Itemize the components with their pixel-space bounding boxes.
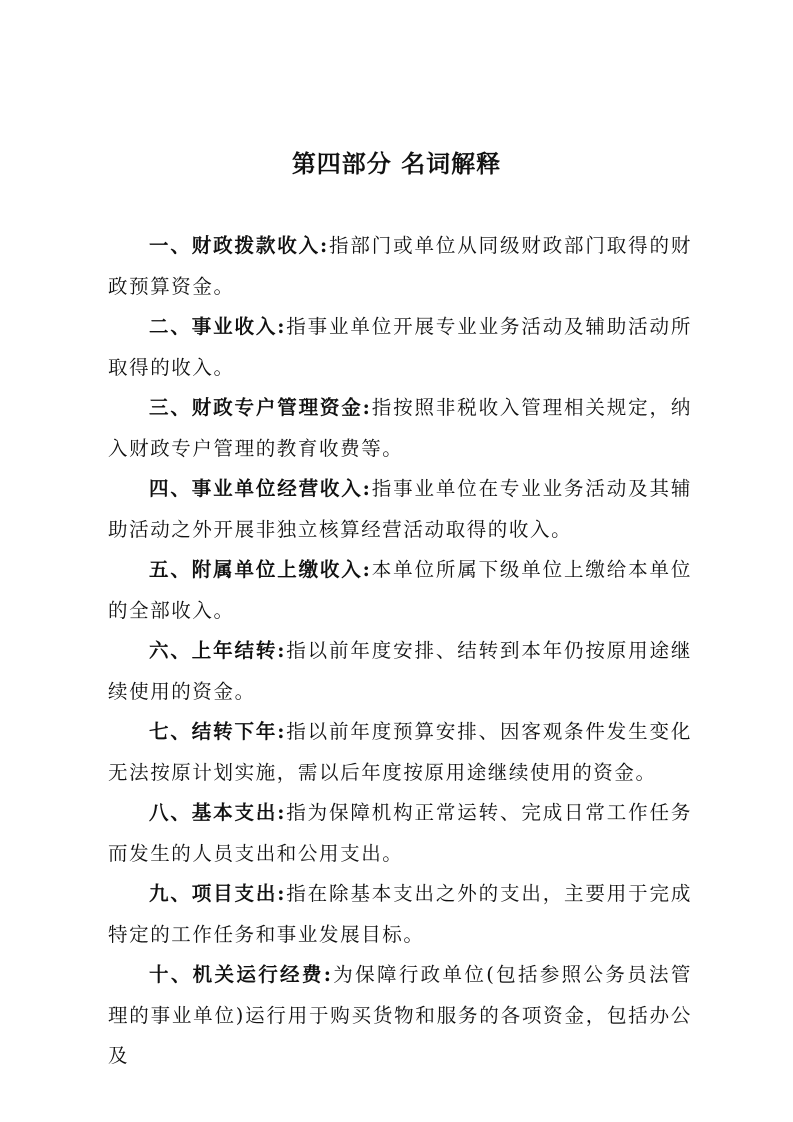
term-item [108, 388, 692, 469]
term-definition: 指按照非税收入管理相关规定，纳入财政专户管理的教育收费等。 [108, 396, 692, 460]
term-name: 三、财政专户管理资金: [149, 396, 372, 419]
term-definition: 指为保障机构正常运转、完成日常工作任务而发生的人员支出和公用支出。 [108, 801, 692, 865]
term-definition: 为保障行政单位(包括参照公务员法管理的事业单位)运行用于购买货物和服务的各项资金，包括办公及 [108, 963, 692, 1067]
term-definition: 指事业单位开展专业业务活动及辅助活动所取得的收入。 [108, 315, 692, 379]
term-name: 四、事业单位经营收入: [149, 477, 372, 500]
term-definition: 指部门或单位从同级财政部门取得的财政预算资金。 [108, 234, 692, 298]
term-name: 九、项目支出: [149, 882, 287, 905]
term-item [108, 469, 692, 550]
term-item [108, 793, 692, 874]
term-item [108, 307, 692, 388]
term-item [108, 631, 692, 712]
term-item [108, 874, 692, 955]
page-title: 第四部分 名词解释 [291, 150, 502, 178]
term-item [108, 226, 692, 307]
term-name: 一、财政拨款收入: [149, 234, 329, 257]
term-item [108, 712, 692, 793]
term-item [108, 955, 692, 1077]
term-name: 五、附属单位上缴收入: [149, 558, 372, 581]
term-name: 十、机关运行经费: [149, 963, 333, 986]
term-name: 八、基本支出: [149, 801, 287, 824]
term-name: 二、事业收入: [149, 315, 287, 338]
term-name: 七、结转下年: [149, 720, 287, 743]
term-definition: 指事业单位在专业业务活动及其辅助活动之外开展非独立核算经营活动取得的收入。 [108, 477, 692, 541]
term-definition: 本单位所属下级单位上缴给本单位的全部收入。 [108, 558, 692, 622]
term-name: 六、上年结转: [149, 639, 287, 662]
term-definition: 指以前年度预算安排、因客观条件发生变化无法按原计划实施，需以后年度按原用途继续使用的资金。 [108, 720, 692, 784]
term-list [108, 226, 692, 1077]
term-definition: 指以前年度安排、结转到本年仍按原用途继续使用的资金。 [108, 639, 692, 703]
term-item [108, 550, 692, 631]
term-definition: 指在除基本支出之外的支出，主要用于完成特定的工作任务和事业发展目标。 [108, 882, 692, 946]
